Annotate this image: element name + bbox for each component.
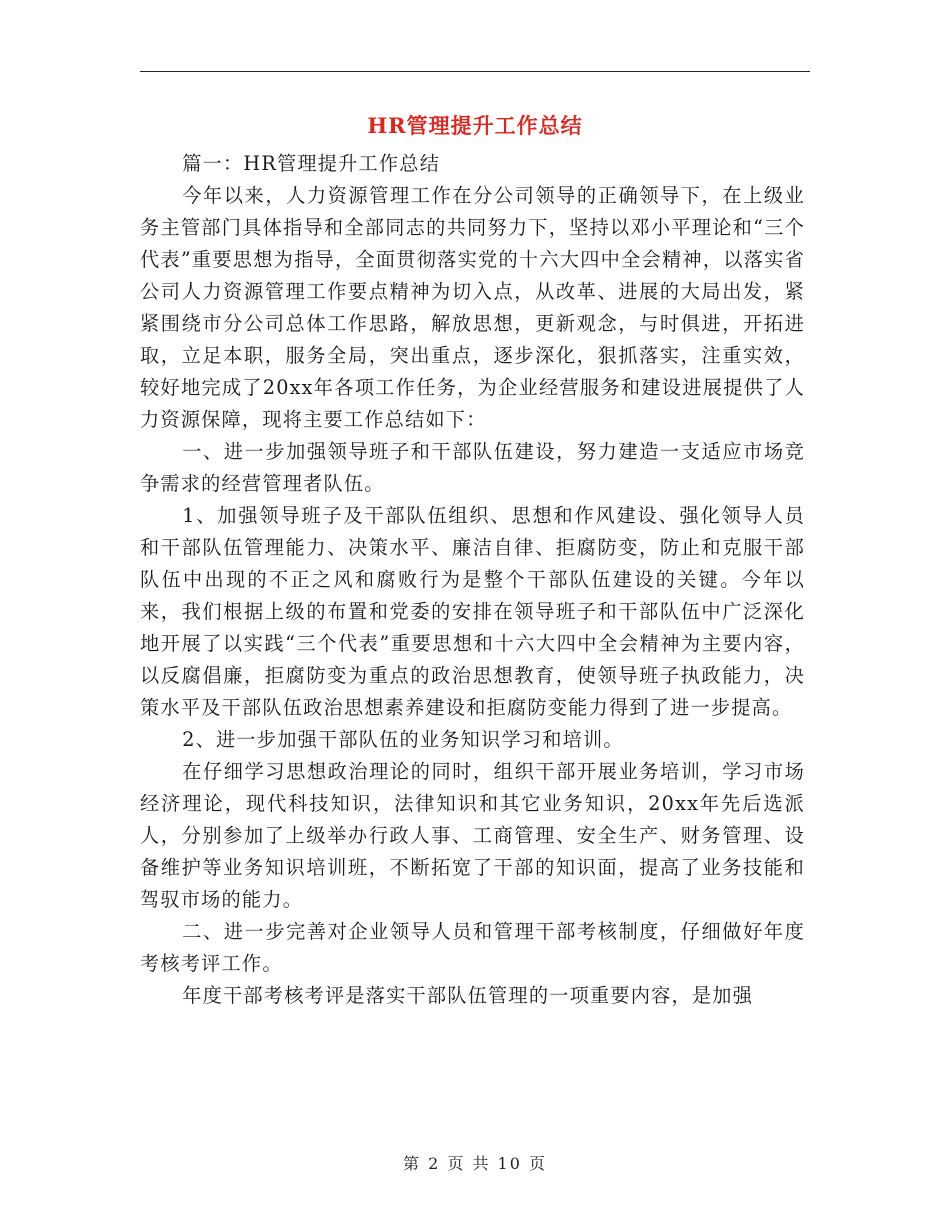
header-rule bbox=[140, 71, 810, 72]
body-paragraph: 今年以来，人力资源管理工作在分公司领导的正确领导下，在上级业务主管部门具体指导和全部同志的共同努力下，坚持以邓小平理论和“三个代表”重要思想为指导，全面贯彻落实党的十六大四中全会精神，以落实省公司人力资源管理工作要点精神为切入点，从改革、进展的大局出发，紧紧围绕市分公司总体工作思路，解放思想，更新观念，与时俱进，开拓进取，立足本职，服务全局，突出重点，逐步深化，狠抓落实，注重实效，较好地完成了20xx年各项工作任务，为企业经营服务和建设进展提供了人力资源保障，现将主要工作总结如下： bbox=[140, 184, 805, 431]
body-paragraph: 2、进一步加强干部队伍的业务知识学习和培训。 bbox=[182, 728, 624, 751]
section-heading: 篇一：HR管理提升工作总结 bbox=[182, 152, 441, 175]
body-paragraph: 在仔细学习思想政治理论的同时，组织干部开展业务培训，学习市场经济理论，现代科技知识，法律知识和其它业务知识，20xx年先后选派人，分别参加了上级举办行政人事、工商管理、安全生产、财务管理、设备维护等业务知识培训班，不断拓宽了干部的知识面，提高了业务技能和驾驭市场的能力。 bbox=[140, 760, 805, 911]
document-title: HR管理提升工作总结 bbox=[367, 113, 583, 138]
body-paragraph: 1、加强领导班子及干部队伍组织、思想和作风建设、强化领导人员和干部队伍管理能力、决策水平、廉洁自律、拒腐防变，防止和克服干部队伍中出现的不正之风和腐败行为是整个干部队伍建设的关键。今年以来，我们根据上级的布置和党委的安排在领导班子和干部队伍中广泛深化地开展了以实践“三个代表”重要思想和十六大四中全会精神为主要内容，以反腐倡廉，拒腐防变为重点的政治思想教育，使领导班子执政能力，决策水平及干部队伍政治思想素养建设和拒腐防变能力得到了进一步提高。 bbox=[140, 504, 805, 719]
body-paragraph: 二、进一步完善对企业领导人员和管理干部考核制度，仔细做好年度考核考评工作。 bbox=[140, 920, 805, 975]
document-body bbox=[140, 148, 805, 1012]
page-footer: 第 2 页 共 10 页 bbox=[403, 1154, 547, 1173]
body-paragraph: 年度干部考核考评是落实干部队伍管理的一项重要内容，是加强 bbox=[182, 984, 754, 1007]
body-paragraph: 一、进一步加强领导班子和干部队伍建设，努力建造一支适应市场竞争需求的经营管理者队伍。 bbox=[140, 440, 805, 495]
